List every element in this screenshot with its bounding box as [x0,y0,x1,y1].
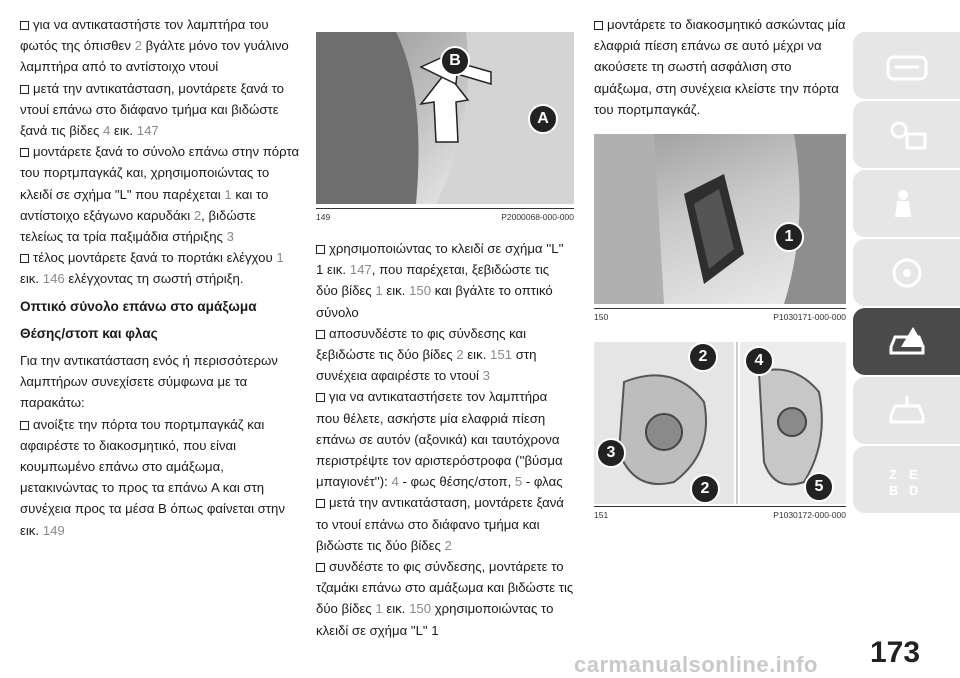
tab-car-breakdown[interactable] [853,308,960,375]
checkbox-bullet-icon [316,245,325,254]
figure-151-caption: 151 P1030172-000-000 [594,506,846,520]
svg-text:B: B [888,482,898,497]
car-breakdown-icon [885,325,929,359]
tab-service[interactable] [853,377,960,444]
checkbox-bullet-icon [316,499,325,508]
list-item: αποσυνδέστε το φις σύνδεσης και ξεβιδώστε τις δύο βίδες 2 εικ. 151 στη συνέχεια αφαιρέστε το ντουί 3 [316,325,537,384]
figure-151-image [594,342,846,504]
callout-3: 3 [596,438,626,468]
svg-text:D: D [908,482,918,497]
list-item: μοντάρετε ξανά το σύνολο επάνω στην πόρτα του πορτμπαγκάζ και, χρησιμοποιώντας το κλειδί σε σχήμα "L" που παρέχεται 1 και το αντίστοιχο εξάγωνο καρυδάκι 2, βιδώστε τελείως τα τρία παξιμάδια στήριξης 3 [20,144,300,245]
checkbox-bullet-icon [20,85,29,94]
tab-index[interactable] [853,446,960,513]
figure-149-image [316,32,574,204]
callout-a: A [528,104,558,134]
warning-lights-icon [885,118,929,152]
text-column-3 [594,14,846,120]
tab-steering-wheel[interactable] [853,239,960,306]
text-column-1 [20,14,302,541]
watermark: carmanualsonline.info [574,652,818,677]
svg-text:E: E [908,466,918,482]
tab-dashboard[interactable] [853,32,960,99]
list-item: τέλος μοντάρετε ξανά το πορτάκι ελέγχου 1 εικ. 146 ελέγχοντας τη σωστή στήριξη. [20,250,284,287]
callout-2-top: 2 [688,342,718,372]
list-item: για να αντικαταστήσετε τον λαμπτήρα που θέλετε, ασκήστε μία ελαφριά πίεση επάνω σε αυτόν (αξονικά) και ταυτόχρονα περιστρέψτε τον αριστερόστροφα (''βύσμα μπαγιονέτ''): 4 - φως θέσης/στοπ, 5 - φλας [316,389,563,490]
dashboard-icon [885,49,929,83]
tab-warning-lights[interactable] [853,101,960,168]
checkbox-bullet-icon [316,393,325,402]
callout-1: 1 [774,222,804,252]
figure-149-caption: 149 P2000068-000-000 [316,208,574,222]
checkbox-bullet-icon [316,563,325,572]
svg-text:Z: Z [888,466,897,482]
callout-5: 5 [804,472,834,502]
callout-4: 4 [744,346,774,376]
list-item: για να αντικαταστήστε τον λαμπτήρα του φωτός της όπισθεν 2 βγάλτε μόνο τον γυάλινο λαμπτήρα από το αντίστοιχο ντουί [20,17,289,75]
seat-airbag-icon [885,187,929,221]
subsection-heading: Θέσης/στοπ και φλας [20,325,158,341]
checkbox-bullet-icon [594,21,603,30]
intro-paragraph: Για την αντικατάσταση ενός ή περισσότερων λαμπτήρων συνεχίσετε σύμφωνα με τα παρακάτω: [20,353,278,411]
chapter-sidebar [853,32,960,515]
checkbox-bullet-icon [20,254,29,263]
checkbox-bullet-icon [316,330,325,339]
list-item: μοντάρετε το διακοσμητικό ασκώντας μία ελαφριά πίεση επάνω σε αυτό μέχρι να ακούσετε τη σωστή ασφάλιση στο αμάξωμα, στη συνέχεια κλείστε την πόρτα του πορτμπαγκάζ. [594,17,846,117]
list-item: συνδέστε το φις σύνδεσης, μοντάρετε το τζαμάκι επάνω στο αμάξωμα και βιδώστε τις δύο βίδες 1 εικ. 150 χρησιμοποιώντας το κλειδί σε σχήμα "L" 1 [316,559,574,638]
list-item: μετά την αντικατάσταση, μοντάρετε ξανά το ντουί επάνω στο διάφανο τμήμα και βιδώστε ξανά τις βίδες 4 εικ. 147 [20,80,284,139]
index-icon [885,463,929,497]
steering-wheel-icon [885,256,929,290]
figure-150-caption: 150 P1030171-000-000 [594,308,846,322]
service-icon [885,394,929,428]
figure-150-image [594,134,846,304]
callout-2-bottom: 2 [690,474,720,504]
tail-light-illustration [594,134,846,304]
list-item: μετά την αντικατάσταση, μοντάρετε ξανά το ντουί επάνω στο διάφανο τμήμα και βιδώστε τις δύο βίδες 2 [316,495,564,553]
page-number: 173 [870,636,921,669]
text-column-2 [316,238,574,641]
section-heading: Οπτικό σύνολο επάνω στο αμάξωμα [20,298,257,314]
tab-seat-airbag[interactable] [853,170,960,237]
checkbox-bullet-icon [20,148,29,157]
checkbox-bullet-icon [20,21,29,30]
list-item: χρησιμοποιώντας το κλειδί σε σχήμα ''L'' 1 εικ. 147, που παρέχεται, ξεβιδώστε τις δύο βίδες 1 εικ. 150 και βγάλτε το οπτικό σύνολο [316,241,564,320]
list-item: ανοίξτε την πόρτα του πορτμπαγκάζ και αφαιρέστε το διακοσμητικό, που είναι κουμπωμένο επάνω στο αμάξωμα, μετακινώντας το προς τα επάνω A και στη συνέχεια προς τα μέσα B όπως φαίνεται στην εικ. 149 [20,416,285,538]
checkbox-bullet-icon [20,421,29,430]
callout-b: B [440,46,470,76]
